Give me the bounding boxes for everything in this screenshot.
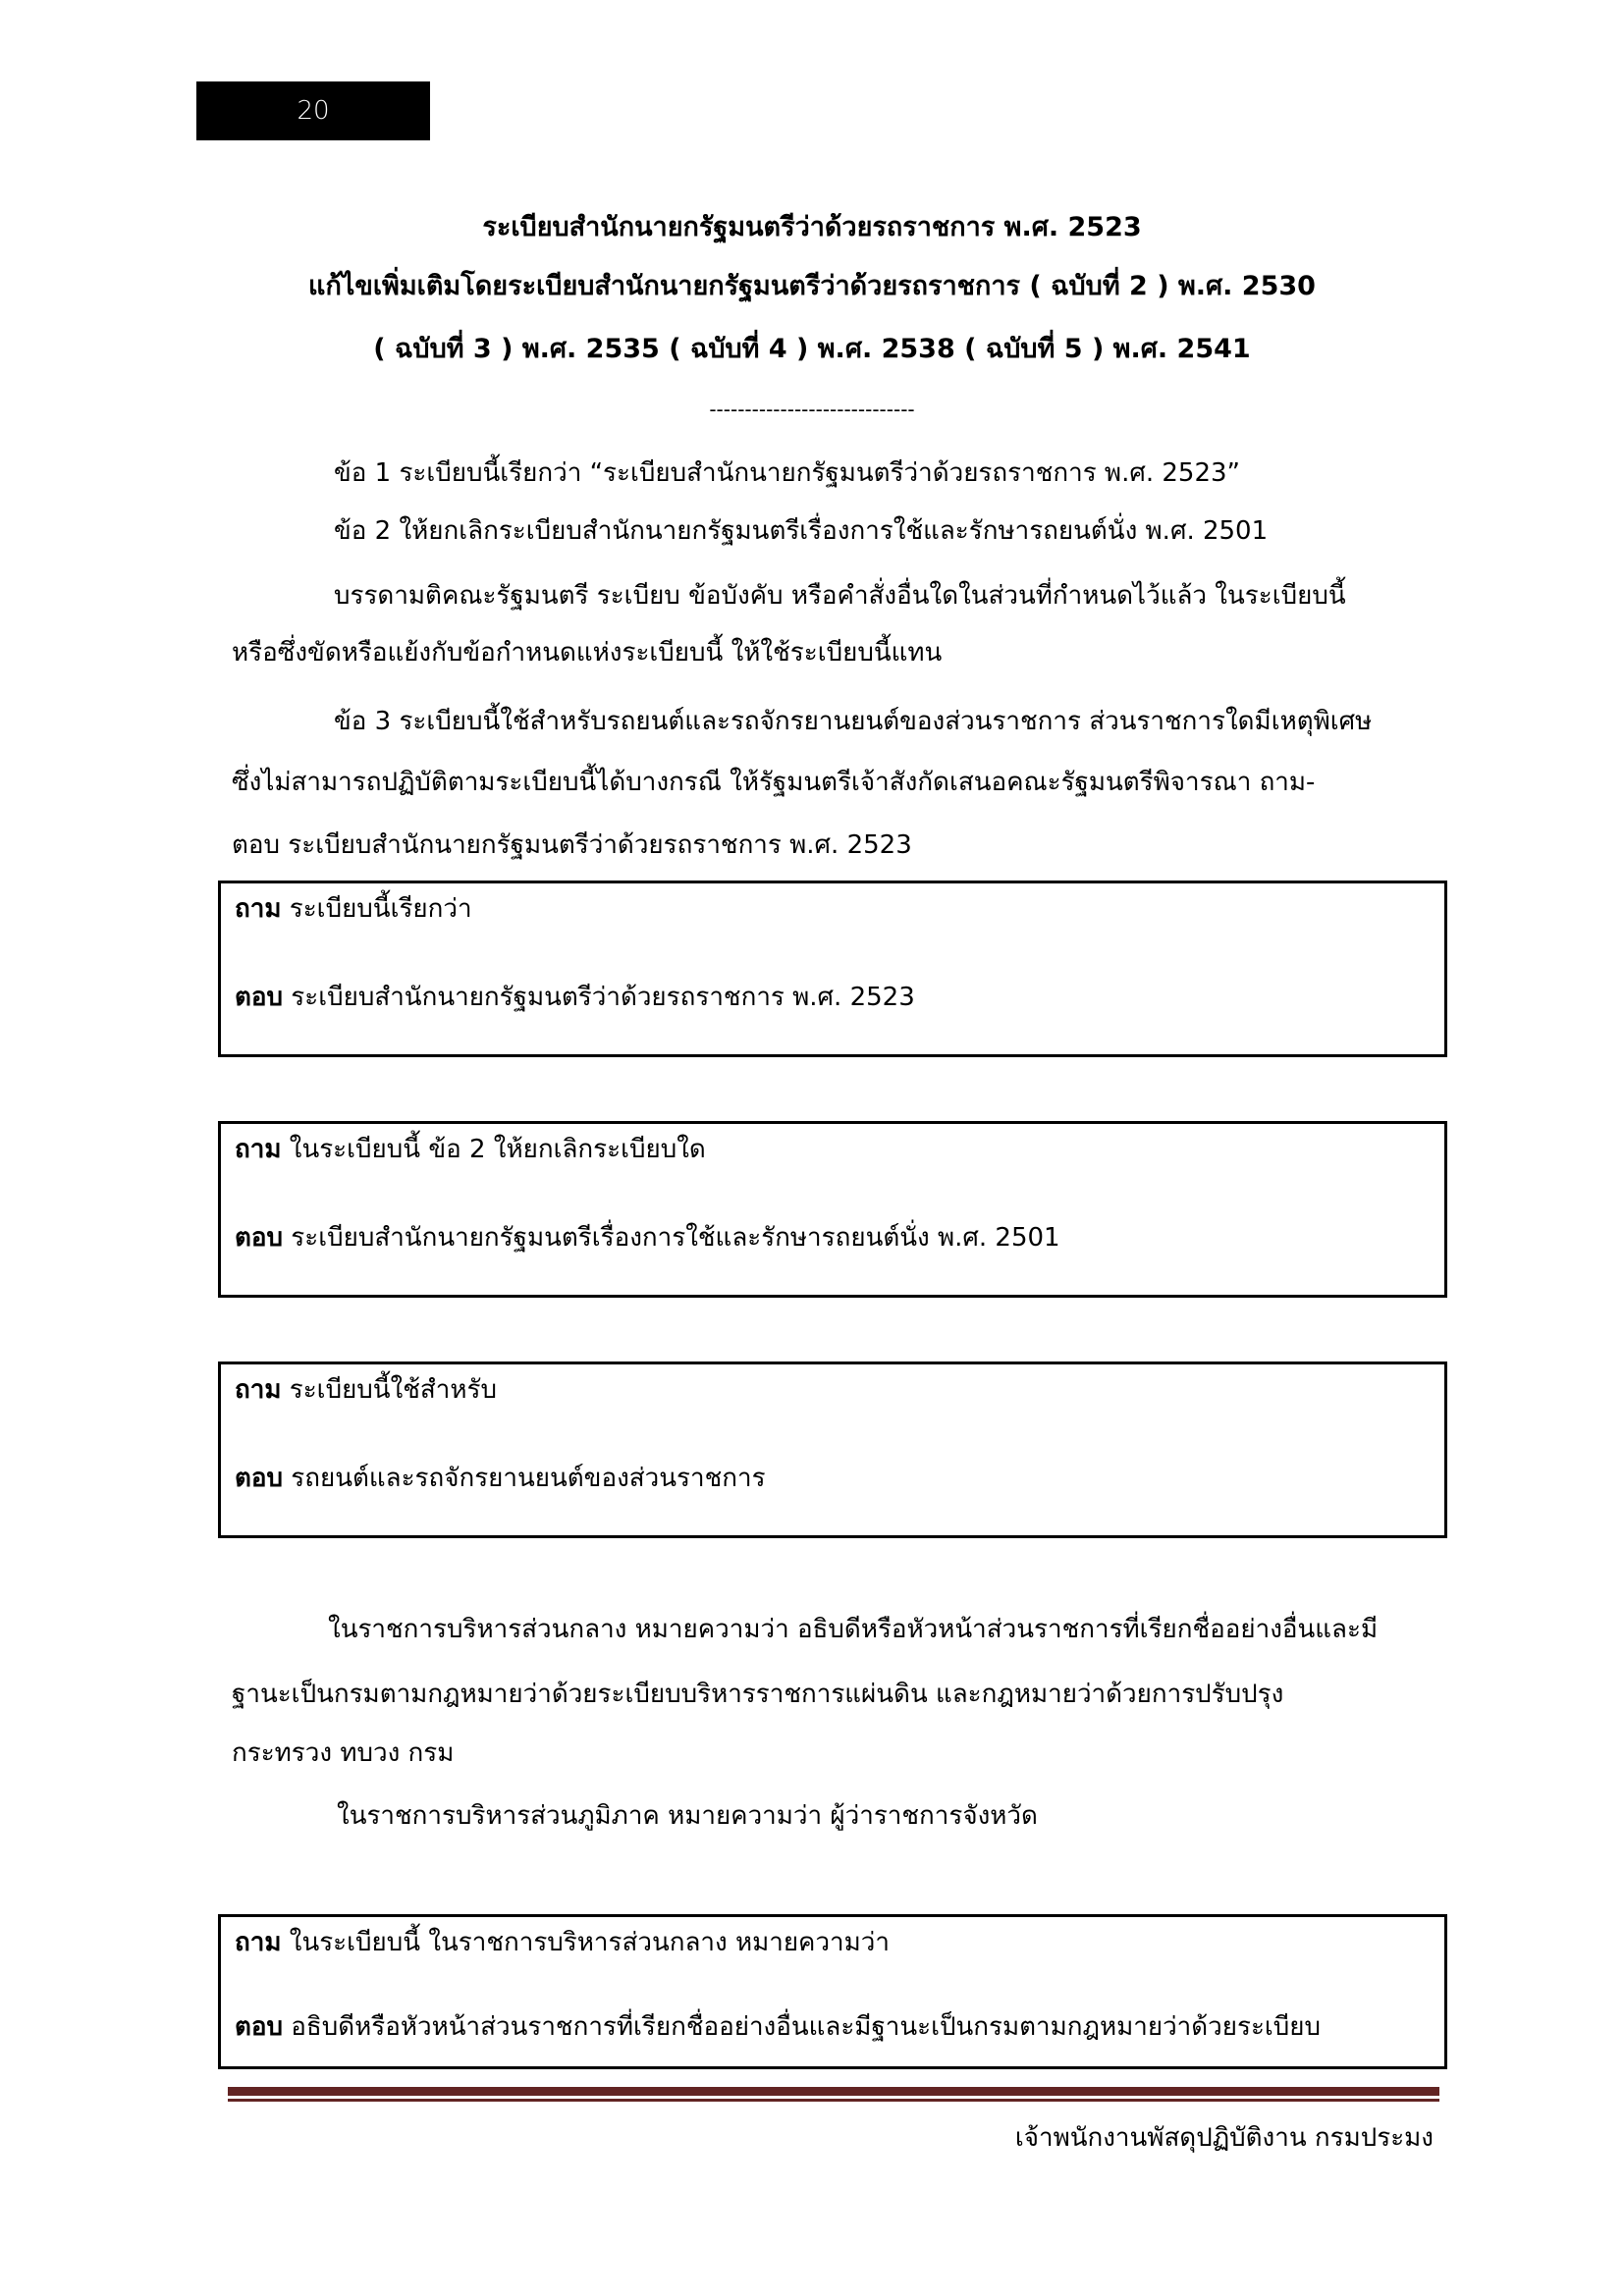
footer-text: เจ้าพนักงานพัสดุปฏิบัติงาน กรมประมง [1014,2123,1434,2153]
title-line-2: แก้ไขเพิ่มเติมโดยระเบียบสำนักนายกรัฐมนตรีว่าด้วยรถราชการ ( ฉบับที่ 2 ) พ.ศ. 2530 [308,271,1316,301]
question-text: ในระเบียบนี้ ในราชการบริหารส่วนกลาง หมายความว่า [289,1928,890,1957]
answer-text: ระเบียบสำนักนายกรัฐมนตรีเรื่องการใช้และรักษารถยนต์นั่ง พ.ศ. 2501 [291,1223,1060,1253]
qa-box-2 [218,1121,1447,1298]
question-label: ถาม [235,1928,282,1957]
qa-question [235,1130,706,1169]
answer-label: ตอบ [235,1464,284,1493]
qa-box-3 [218,1362,1447,1538]
footer-rule-thin [228,2099,1439,2102]
clause-2-para-line-1: บรรดามติคณะรัฐมนตรี ระเบียบ ข้อบังคับ หรือคำสั่งอื่นใดในส่วนที่กำหนดไว้แล้ว ในระเบียบนี้ [334,581,1346,611]
question-text: ระเบียบนี้เรียกว่า [289,894,472,924]
qa-question [235,1923,890,1962]
question-label: ถาม [235,894,282,924]
clause-2: ข้อ 2 ให้ยกเลิกระเบียบสำนักนายกรัฐมนตรีเรื่องการใช้และรักษารถยนต์นั่ง พ.ศ. 2501 [334,516,1269,546]
question-text: ในระเบียบนี้ ข้อ 2 ให้ยกเลิกระเบียบใด [289,1135,706,1164]
question-text: ระเบียบนี้ใช้สำหรับ [289,1375,497,1405]
qa-question [235,889,472,929]
clause-3-line-2: ซึ่งไม่สามารถปฏิบัติตามระเบียบนี้ได้บางกรณี ให้รัฐมนตรีเจ้าสังกัดเสนอคณะรัฐมนตรีพิจารณา ถาม- [232,768,1316,797]
question-label: ถาม [235,1375,282,1405]
answer-label: ตอบ [235,983,284,1012]
answer-label: ตอบ [235,1223,284,1253]
central-admin-definition-line-3: กระทรวง ทบวง กรม [232,1738,455,1768]
qa-box-1 [218,881,1447,1057]
qa-question [235,1370,497,1410]
qa-answer [235,978,915,1017]
clause-2-para-line-2: หรือซึ่งขัดหรือแย้งกับข้อกำหนดแห่งระเบียบนี้ ให้ใช้ระเบียบนี้แทน [232,638,943,667]
answer-text: ระเบียบสำนักนายกรัฐมนตรีว่าด้วยรถราชการ พ.ศ. 2523 [291,983,915,1012]
title-line-1: ระเบียบสำนักนายกรัฐมนตรีว่าด้วยรถราชการ พ.ศ. 2523 [482,212,1142,242]
question-label: ถาม [235,1135,282,1164]
footer-rule-thick [228,2087,1439,2096]
qa-answer [235,1459,766,1498]
qa-answer [235,2007,1321,2047]
qa-box-4 [218,1914,1447,2069]
answer-text: อธิบดีหรือหัวหน้าส่วนราชการที่เรียกชื่ออย่างอื่นและมีฐานะเป็นกรมตามกฎหมายว่าด้วยระเบียบ [291,2012,1322,2042]
title-line-3: ( ฉบับที่ 3 ) พ.ศ. 2535 ( ฉบับที่ 4 ) พ.ศ. 2538 ( ฉบับที่ 5 ) พ.ศ. 2541 [373,334,1251,364]
central-admin-definition-line-2: ฐานะเป็นกรมตามกฎหมายว่าด้วยระเบียบบริหารราชการแผ่นดิน และกฎหมายว่าด้วยการปรับปรุง [232,1680,1284,1709]
clause-1: ข้อ 1 ระเบียบนี้เรียกว่า “ระเบียบสำนักนายกรัฐมนตรีว่าด้วยรถราชการ พ.ศ. 2523” [334,458,1240,488]
clause-3-line-1: ข้อ 3 ระเบียบนี้ใช้สำหรับรถยนต์และรถจักรยานยนต์ของส่วนราชการ ส่วนราชการใดมีเหตุพิเศษ [334,707,1373,736]
clause-3-line-3: ตอบ ระเบียบสำนักนายกรัฐมนตรีว่าด้วยรถราชการ พ.ศ. 2523 [232,830,912,860]
page-number-badge [196,81,430,140]
regional-admin-definition: ในราชการบริหารส่วนภูมิภาค หมายความว่า ผู้ว่าราชการจังหวัด [337,1801,1038,1831]
page-number: 20 [297,96,330,126]
qa-answer [235,1218,1060,1257]
answer-text: รถยนต์และรถจักรยานยนต์ของส่วนราชการ [291,1464,766,1493]
answer-label: ตอบ [235,2012,284,2042]
central-admin-definition-line-1: ในราชการบริหารส่วนกลาง หมายความว่า อธิบดีหรือหัวหน้าส่วนราชการที่เรียกชื่ออย่างอื่นและมี [328,1615,1379,1644]
title-separator: ----------------------------- [709,398,915,421]
